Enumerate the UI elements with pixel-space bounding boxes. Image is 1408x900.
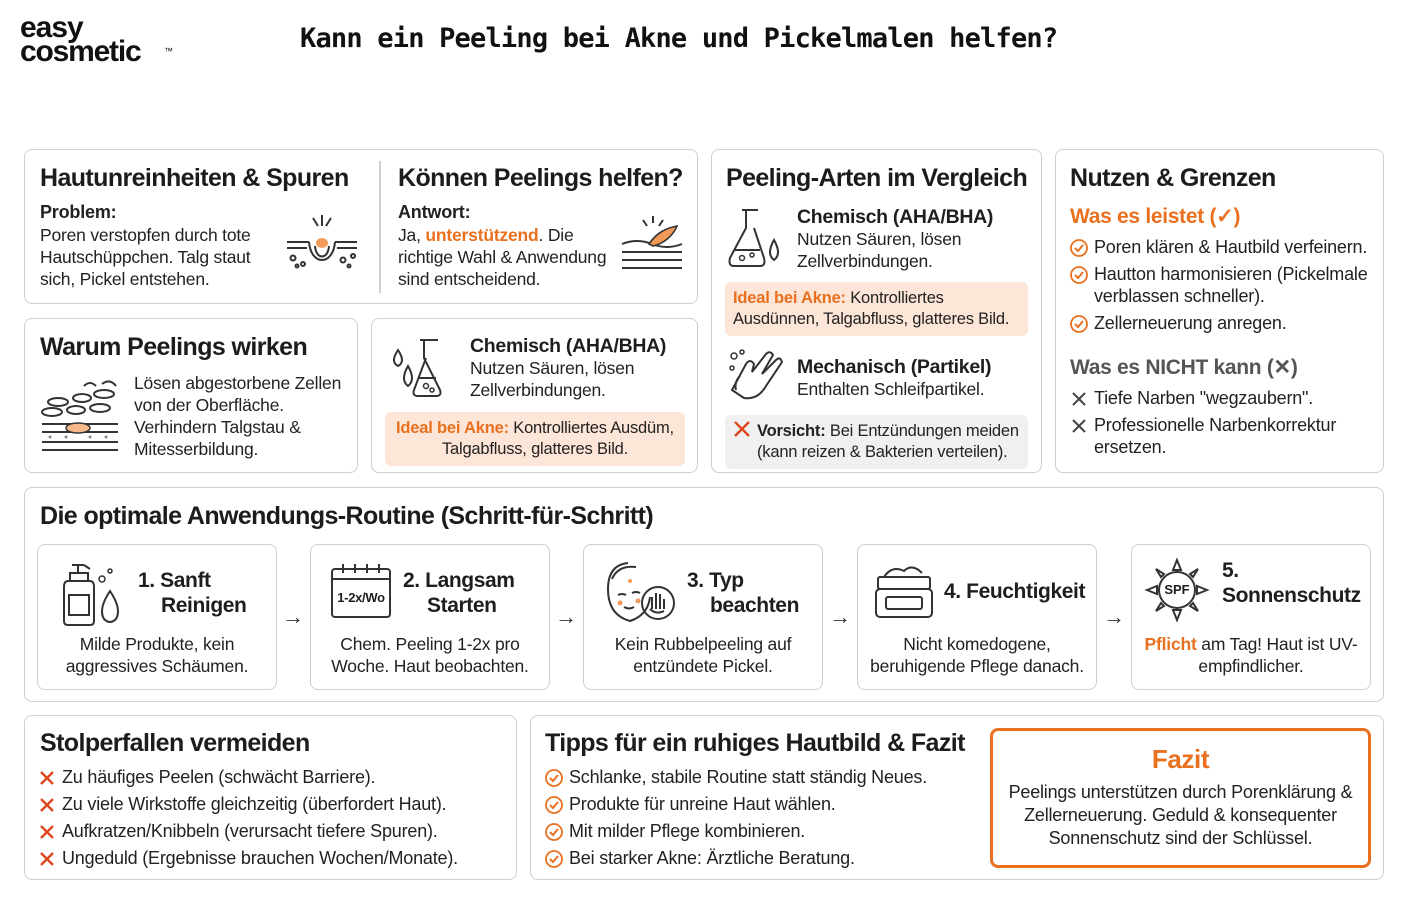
step-2-title-2: Starten <box>427 594 497 617</box>
routine-step-5 <box>1131 544 1371 690</box>
step-arrow: → <box>829 604 851 629</box>
card5-chem-text: Nutzen Säuren, lösen Zellverbindungen. <box>797 229 962 271</box>
cream-jar-icon <box>872 559 936 621</box>
card6-heading: Nutzen & Grenzen <box>1070 164 1276 192</box>
card4-ideal-text: Kontrolliertes Ausdüm, Talgabfluss, glatteres Bild. <box>441 419 674 458</box>
brand-logo <box>20 11 190 68</box>
step-3-title-1: 3. Typ <box>687 569 744 592</box>
card5-heading: Peeling-Arten im Vergleich <box>726 164 1028 192</box>
step-5-desc-highlight: Pflicht <box>1144 634 1197 654</box>
card5-mech-title: Mechanisch (Partikel) <box>797 356 992 378</box>
skin-layers-icon <box>38 380 122 454</box>
cross-icon <box>38 850 56 868</box>
logo-top-text: easy <box>20 11 83 44</box>
card6-can-list <box>1070 236 1376 339</box>
logo-trademark: ™ <box>164 46 173 56</box>
card5-ideal-label: Ideal bei Akne: <box>733 289 846 307</box>
pitfalls-heading: Stolperfallen vermeiden <box>40 729 310 757</box>
card4-text: Nutzen Säuren, lösen Zellverbindungen. <box>470 358 635 400</box>
spf-label: SPF <box>1164 582 1190 597</box>
tips-list <box>545 766 975 874</box>
routine-heading: Die optimale Anwendungs-Routine (Schritt-für-Schritt) <box>40 502 654 530</box>
pitfall-item: Ungeduld (Ergebnisse brauchen Wochen/Monate). <box>38 847 508 869</box>
can-item: Zellerneuerung anregen. <box>1070 312 1376 334</box>
logo-bottom-text: cosmetic <box>20 35 141 68</box>
card5-warn-label: Vorsicht: <box>757 422 826 440</box>
routine-step-2 <box>310 544 550 690</box>
check-circle-icon <box>545 796 563 814</box>
step-4-title-1: 4. Feuchtigkeit <box>944 580 1086 603</box>
card4-title: Chemisch (AHA/BHA) <box>470 335 667 357</box>
calendar-label: 1-2x/Wo <box>337 590 385 605</box>
page-title: Kann ein Peeling bei Akne und Pickelmalen helfen? <box>300 23 1058 54</box>
card5-warn-text: Bei Entzündungen meiden (kann reizen & Bakterien verteilen). <box>757 422 1019 461</box>
fazit-text: Peelings unterstützen durch Porenklärung & Zellerneuerung. Geduld & konsequenter Sonnenschutz sind der Schlüssel. <box>1008 782 1353 848</box>
pitfall-item: Aufkratzen/Knibbeln (verursacht tiefere Spuren). <box>38 820 508 842</box>
step-arrow: → <box>282 604 304 629</box>
card3-text: Lösen abgestorbene Zellen von der Oberfläche. Verhindern Talgstau & Mitesserbildung. <box>134 373 342 459</box>
check-circle-icon <box>545 850 563 868</box>
check-circle-icon <box>1070 315 1088 333</box>
card5-ideal-text: Kontrolliertes Ausdünnen, Talgabfluss, glatteres Bild. <box>733 289 1010 328</box>
cleanser-bottle-icon <box>60 557 126 627</box>
fazit-box <box>990 728 1371 868</box>
cross-icon <box>38 823 56 841</box>
check-circle-icon <box>1070 239 1088 257</box>
card3-heading: Warum Peelings wirken <box>40 333 308 361</box>
tips-heading: Tipps für ein ruhiges Hautbild & Fazit <box>545 729 965 757</box>
card6-cannot-list <box>1070 387 1376 463</box>
card5-mech-text: Enthalten Schleifpartikel. <box>797 379 985 399</box>
card4-ideal-box <box>385 412 685 466</box>
card2-text-highlight: unterstützend <box>425 225 539 245</box>
card2-label: Antwort: <box>398 202 471 222</box>
step-5-title-2: Sonnenschutz <box>1222 584 1361 607</box>
cannot-item: Tiefe Narben "wegzaubern". <box>1070 387 1376 409</box>
scrub-hands-icon <box>726 346 786 404</box>
step-1-desc: Milde Produkte, kein aggressives Schäumen. <box>65 634 249 676</box>
can-item: Hautton harmonisieren (Pickelmale verblassen schneller). <box>1070 263 1376 307</box>
flask-icon <box>386 336 448 400</box>
step-5-desc: Pflicht am Tag! Haut ist UV-empfindlicher. <box>1144 634 1358 676</box>
face-stop-icon <box>600 557 680 627</box>
card4-ideal-label: Ideal bei Akne: <box>396 419 509 437</box>
chemical-flask-icon <box>724 206 786 270</box>
card2-text-post: . Die richtige Wahl & Anwendung sind entscheidend. <box>398 225 607 289</box>
cross-icon <box>1070 390 1088 408</box>
cross-icon <box>38 769 56 787</box>
fazit-heading: Fazit <box>1151 744 1210 774</box>
can-item: Poren klären & Hautbild verfeinern. <box>1070 236 1376 258</box>
peeling-skin-icon <box>619 214 685 274</box>
card6-can-heading: Was es leistet (✓) <box>1070 205 1241 228</box>
card2-text-pre: Ja, <box>398 225 426 245</box>
card6-cannot-heading: Was es NICHT kann (✕) <box>1070 356 1298 379</box>
tip-item: Mit milder Pflege kombinieren. <box>545 820 975 842</box>
step-2-title-1: 2. Langsam <box>403 569 515 592</box>
card2-heading: Können Peelings helfen? <box>398 164 683 192</box>
card-divider <box>379 161 381 293</box>
card5-warning-box <box>725 415 1028 469</box>
step-3-title-2: beachten <box>710 594 799 617</box>
routine-step-3 <box>583 544 823 690</box>
routine-step-1 <box>37 544 277 690</box>
step-5-title-1: 5. <box>1222 559 1239 582</box>
cross-icon <box>733 420 751 438</box>
card5-ideal-box <box>725 282 1028 336</box>
step-1-title-1: 1. Sanft <box>138 569 211 592</box>
pore-icon <box>283 212 361 274</box>
routine-step-4 <box>857 544 1097 690</box>
pitfall-item: Zu häufiges Peelen (schwächt Barriere). <box>38 766 508 788</box>
tip-item: Bei starker Akne: Ärztliche Beratung. <box>545 847 975 869</box>
step-3-desc: Kein Rubbelpeeling auf entzündete Pickel. <box>614 634 792 676</box>
tip-item: Produkte für unreine Haut wählen. <box>545 793 975 815</box>
cannot-item: Professionelle Narbenkorrektur ersetzen. <box>1070 414 1376 458</box>
pitfalls-list <box>38 766 508 874</box>
step-2-desc: Chem. Peeling 1-2x pro Woche. Haut beobachten. <box>331 634 529 676</box>
card5-chem-title: Chemisch (AHA/BHA) <box>797 206 994 228</box>
check-circle-icon <box>1070 266 1088 284</box>
card1-text: Poren verstopfen durch tote Hautschüppchen. Talg staut sich, Pickel entstehen. <box>40 225 251 289</box>
step-1-title-2: Reinigen <box>161 594 247 617</box>
check-circle-icon <box>545 769 563 787</box>
card2-text <box>398 224 620 290</box>
pitfall-item: Zu viele Wirkstoffe gleichzeitig (überfordert Haut). <box>38 793 508 815</box>
step-arrow: → <box>1103 604 1125 629</box>
card1-label: Problem: <box>40 202 117 222</box>
step-4-desc: Nicht komedogene, beruhigende Pflege danach. <box>870 634 1084 676</box>
cross-icon <box>1070 417 1088 435</box>
check-circle-icon <box>545 823 563 841</box>
cross-icon <box>38 796 56 814</box>
step-arrow: → <box>555 604 577 629</box>
card1-heading: Hautunreinheiten & Spuren <box>40 164 349 192</box>
tip-item: Schlanke, stabile Routine statt ständig Neues. <box>545 766 975 788</box>
